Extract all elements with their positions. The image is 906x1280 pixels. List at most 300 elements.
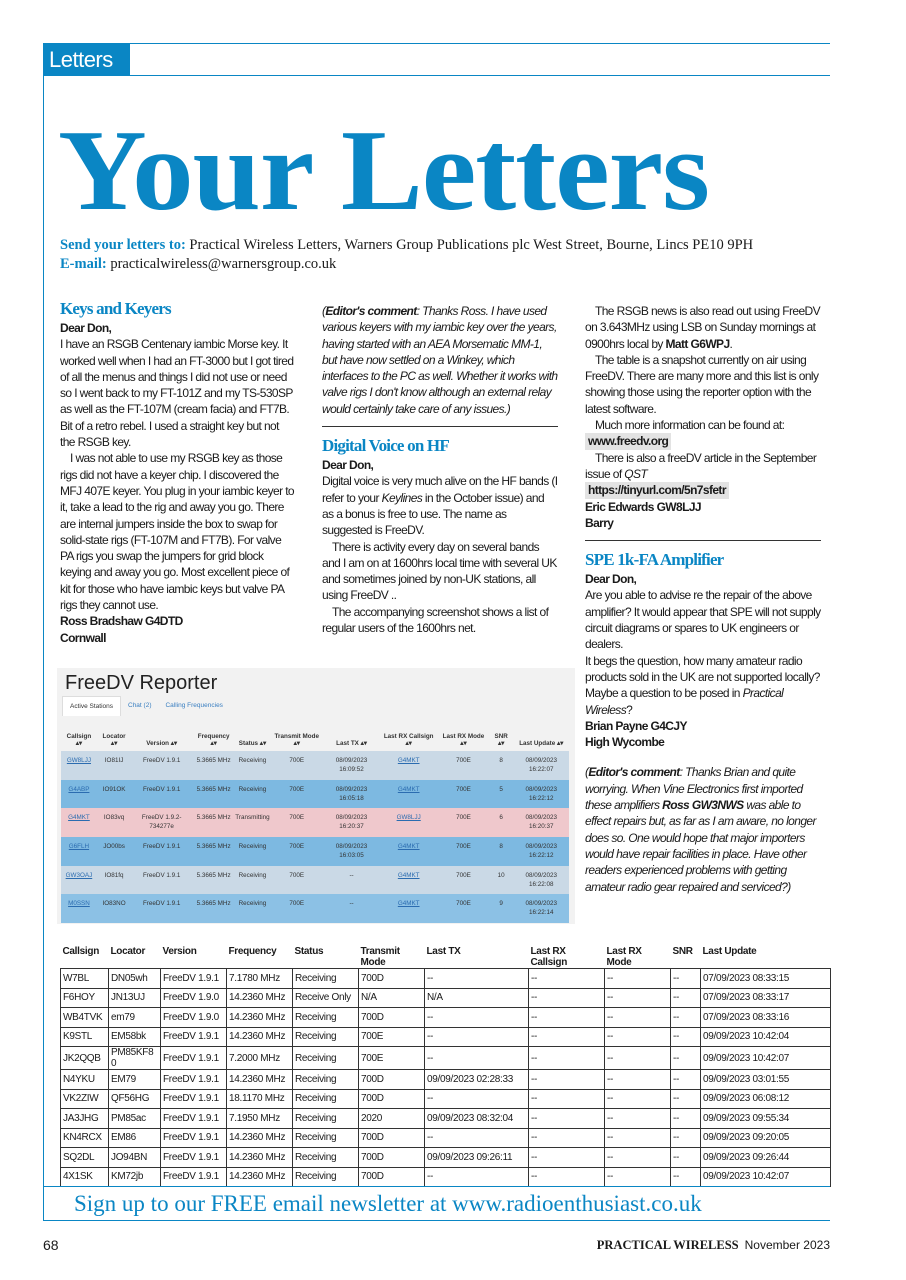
paragraph <box>60 336 296 450</box>
table-row <box>61 1047 831 1070</box>
table-cell: FreeDV 1.9.1 <box>161 1089 227 1109</box>
table-cell: 07/09/2023 08:33:16 <box>701 1008 831 1028</box>
reporter-column-header[interactable]: Transmit Mode ▴▾ <box>274 733 319 747</box>
table-cell: -- <box>671 1128 701 1148</box>
table-cell: -- <box>671 969 701 989</box>
table-cell: VK2ZIW <box>61 1089 109 1109</box>
table-cell: -- <box>671 988 701 1008</box>
table-cell: W7BL <box>61 969 109 989</box>
text-run: The RSGB news is also read out using FreeDV on 3.643MHz using LSB on Sunday mornings at 0900hrs local by <box>585 304 820 351</box>
send-address: Practical Wireless Letters, Warners Group Publications plc West Street, Bourne, Lincs PE10 9PH <box>189 237 754 253</box>
table-cell: 700E <box>359 1047 425 1070</box>
table-cell: 14.2360 MHz <box>227 1148 293 1168</box>
table-cell: -- <box>425 969 529 989</box>
table-cell: -- <box>671 1089 701 1109</box>
paragraph <box>585 417 821 433</box>
table-row <box>61 1109 831 1129</box>
table-cell: 700D <box>359 1008 425 1028</box>
footer-rule-bottom <box>43 1220 830 1221</box>
table-cell: -- <box>425 1008 529 1028</box>
column-3 <box>585 303 821 895</box>
reporter-cell: 700E <box>289 871 305 879</box>
text-run: Cornwall <box>60 630 106 645</box>
table-row <box>61 1070 831 1090</box>
table-cell: -- <box>529 1109 605 1129</box>
table-cell: PM85ac <box>109 1109 161 1129</box>
text-run: I have an RSGB Centenary iambic Morse key. It worked well when I had an FT-3000 but I got tired of all the menus and things I did not use or need so I went back to my FT-101Z and my TS-530SP as well as the FT-107M (cream facia) and FT7B. Bit of a retro rebel. I used a straight key but not the RSGB key. <box>60 337 294 450</box>
text-run: I was not able to use my RSGB key as those rigs did not have a keyer chip. I discovered the MFJ 407E keyer. You plug in your iambic keyer to it, take a lead to the rig and away you go. There are internal jumpers inside the box to swap for solid-state rigs (FT-107M and FT7B). For valve PA rigs you swap the jumpers for grid block keying and away you go. Most excellent piece of kit for those who have iambic keys but valve PA rigs they cannot use. <box>60 451 295 613</box>
table-cell: -- <box>605 1167 671 1187</box>
reporter-cell: 5.3665 MHz <box>196 814 231 822</box>
reporter-column-header[interactable]: Frequency ▴▾ <box>197 733 230 747</box>
callsign-link[interactable]: G4MKT <box>397 785 420 793</box>
reporter-cell: 08/09/2023 16:22:14 <box>525 900 557 917</box>
table-cell: -- <box>529 1027 605 1047</box>
table-cell: -- <box>529 1008 605 1028</box>
text-run[interactable]: www.freedv.org <box>588 434 669 449</box>
freedv-reporter-screenshot <box>57 668 575 924</box>
table-cell: FreeDV 1.9.1 <box>161 1070 227 1090</box>
text-run: ( <box>585 765 589 780</box>
paragraph <box>322 473 558 538</box>
callsign-link[interactable]: GW8LJJ <box>396 814 421 822</box>
table-cell: 07/09/2023 08:33:17 <box>701 988 831 1008</box>
text-run: It begs the question, how many amateur radio products sold in the UK are not supported locally? Maybe a question to be posed in <box>585 653 820 701</box>
table-row <box>61 1089 831 1109</box>
reporter-cell <box>379 808 438 837</box>
paragraph <box>585 734 821 750</box>
callsign-link[interactable]: G4MKT <box>397 757 420 764</box>
reporter-tab[interactable]: Chat (2) <box>128 702 152 709</box>
paragraph <box>60 630 296 646</box>
page-number: 68 <box>43 1237 59 1253</box>
table-cell: QF56HG <box>109 1089 161 1109</box>
reporter-cell: FreeDV 1.9.1 <box>142 843 181 851</box>
table-cell: KM72jb <box>109 1167 161 1187</box>
column-header: Last RX Callsign <box>530 946 567 968</box>
stations-table <box>60 946 831 1187</box>
table-cell: -- <box>425 1027 529 1047</box>
paragraph <box>585 718 821 734</box>
callsign-link[interactable]: G4MKT <box>397 900 420 908</box>
table-cell: FreeDV 1.9.0 <box>161 988 227 1008</box>
table-cell: 700D <box>359 1070 425 1090</box>
reporter-cell: -- <box>349 871 354 879</box>
table-cell: -- <box>425 1089 529 1109</box>
reporter-cell: 700E <box>289 900 305 908</box>
table-cell: 09/09/2023 09:26:44 <box>701 1148 831 1168</box>
reporter-cell: FreeDV 1.9.1 <box>142 785 181 793</box>
text-run: Brian Payne G4CJY <box>585 718 687 733</box>
reporter-table <box>61 726 569 923</box>
reporter-cell <box>61 894 97 923</box>
newsletter-banner[interactable]: Sign up to our FREE email newsletter at www.radioenthusiast.co.uk <box>74 1191 702 1216</box>
table-cell: FreeDV 1.9.1 <box>161 1047 227 1070</box>
reporter-column-header[interactable]: Version ▴▾ <box>146 740 178 747</box>
reporter-cell: IO83NO <box>102 900 126 908</box>
table-cell: PM85KF80 <box>109 1047 161 1070</box>
text-run: Ross GW3NWS <box>662 798 744 813</box>
table-cell: -- <box>529 988 605 1008</box>
reporter-cell: Receiving <box>238 900 267 908</box>
reporter-column-header[interactable]: Callsign ▴▾ <box>66 733 92 747</box>
text-run: Are you able to advise re the repair of the above amplifier? It would appear that SPE will not supply circuit diagrams or spares to UK engineers or dealers. <box>585 588 821 652</box>
paragraph <box>585 764 821 894</box>
reporter-cell: 5.3665 MHz <box>196 843 231 851</box>
letter-heading <box>585 549 821 570</box>
table-cell: 14.2360 MHz <box>227 1070 293 1090</box>
reporter-column-header[interactable]: Locator ▴▾ <box>102 733 126 747</box>
table-cell: EM58bk <box>109 1027 161 1047</box>
text-run: There is activity every day on several bands and I am on at 1600hrs local time with several UK and sometimes joined by non-UK stations, all using FreeDV .. <box>322 539 557 603</box>
reporter-cell: 5.3665 MHz <box>196 900 231 908</box>
column-header: Callsign <box>62 946 99 957</box>
text-run: Ross Bradshaw G4DTD <box>60 614 183 629</box>
callsign-link[interactable]: M0SSN <box>68 900 90 908</box>
reporter-cell: Receiving <box>238 843 267 851</box>
reporter-cell: 8 <box>499 843 503 851</box>
table-cell: -- <box>425 1047 529 1070</box>
table-cell: 09/09/2023 02:28:33 <box>425 1070 529 1090</box>
table-cell: -- <box>605 1109 671 1129</box>
page-title: Your Letters <box>58 107 709 235</box>
column-header: Last Update <box>702 946 757 957</box>
table-row <box>61 969 831 989</box>
text-run: . <box>729 336 733 351</box>
text-run: High Wycombe <box>585 735 665 750</box>
reporter-cell <box>61 837 97 866</box>
top-rule <box>43 43 830 44</box>
table-cell: 09/09/2023 09:26:11 <box>425 1148 529 1168</box>
reporter-cell: FreeDV 1.9.2-734277e <box>141 814 182 831</box>
table-cell: 09/09/2023 09:55:34 <box>701 1109 831 1129</box>
reporter-cell: 08/09/2023 16:22:12 <box>525 785 557 802</box>
reporter-cell: -- <box>349 900 354 908</box>
table-cell: Receiving <box>293 1089 359 1109</box>
issue-date: November 2023 <box>744 1238 830 1252</box>
reporter-cell <box>379 894 438 923</box>
table-cell: Receiving <box>293 1128 359 1148</box>
table-cell: -- <box>605 969 671 989</box>
reporter-tab[interactable]: Calling Frequencies <box>165 702 223 709</box>
callsign-link[interactable]: G4MKT <box>68 814 90 822</box>
table-cell: -- <box>529 1070 605 1090</box>
table-cell: JA3JHG <box>61 1109 109 1129</box>
paragraph <box>322 457 558 473</box>
text-run: : Thanks Ross. I have used various keyers with my iambic key over the years, having started with an AEA Morsematic MM-1, but have now settled on a Winkey, which interfaces to the PC as well. Whether it works with valve rigs I don't know although an external relay would certainly take care of any issues.) <box>322 304 558 416</box>
reporter-cell: 700E <box>289 757 305 764</box>
paragraph <box>585 515 821 531</box>
reporter-cell: 08/09/2023 16:22:07 <box>525 757 557 773</box>
letter-heading <box>60 298 296 319</box>
reporter-cell: 10 <box>497 871 505 879</box>
column-header: Frequency <box>228 946 277 957</box>
text-run: ? <box>626 702 633 717</box>
reporter-column-header[interactable]: Status ▴▾ <box>238 740 267 747</box>
reporter-cell: 08/09/2023 16:20:37 <box>525 814 557 831</box>
reporter-row <box>61 780 569 809</box>
table-cell: N4YKU <box>61 1070 109 1090</box>
reporter-cell: IO83vq <box>103 814 125 822</box>
paragraph <box>585 653 821 718</box>
text-run: : Thanks Brian and quite worrying. When Vine Electronics first imported these amplifiers <box>585 765 803 813</box>
send-label: Send your letters to: <box>60 237 186 253</box>
table-cell: JK2QQB <box>61 1047 109 1070</box>
table-cell: F6HOY <box>61 988 109 1008</box>
reporter-cell <box>61 780 97 809</box>
text-run: The table is a snapshot currently on air using FreeDV. There are many more and this list is only showing those using the reporter option with the latest software. <box>585 352 819 416</box>
table-row <box>61 1167 831 1187</box>
reporter-cell: Receiving <box>238 871 267 879</box>
reporter-column-header[interactable]: SNR ▴▾ <box>494 733 508 747</box>
column-header: Last TX <box>426 946 461 957</box>
email-label: E-mail: <box>60 256 107 272</box>
callsign-link[interactable]: G4MKT <box>397 871 420 879</box>
table-cell: 09/09/2023 08:32:04 <box>425 1109 529 1129</box>
divider <box>322 426 558 427</box>
reporter-cell <box>379 866 438 895</box>
table-cell: 09/09/2023 06:08:12 <box>701 1089 831 1109</box>
table-row <box>61 1008 831 1028</box>
column-header: Last RX Mode <box>606 946 642 968</box>
reporter-cell: 700E <box>456 814 471 822</box>
table-cell: -- <box>671 1109 701 1129</box>
reporter-cell: 700E <box>456 843 471 851</box>
reporter-cell: FreeDV 1.9.1 <box>142 900 181 908</box>
reporter-column-header[interactable]: Last Update ▴▾ <box>519 740 564 747</box>
table-cell: 09/09/2023 10:42:04 <box>701 1027 831 1047</box>
column-2 <box>322 303 558 636</box>
reporter-column-header[interactable]: Last TX ▴▾ <box>336 740 367 747</box>
table-cell: 700D <box>359 1167 425 1187</box>
text-run: Barry <box>585 515 614 530</box>
text-run: Editor's comment <box>588 765 680 780</box>
reporter-row <box>61 866 569 895</box>
paragraph <box>60 320 296 336</box>
magazine-name: PRACTICAL WIRELESS <box>596 1238 739 1252</box>
text-run: Dear Don, <box>60 321 112 335</box>
callsign-link[interactable]: G4MKT <box>397 843 420 851</box>
reporter-cell: 08/09/2023 16:22:08 <box>525 871 557 888</box>
paragraph <box>585 587 821 652</box>
text-run: Editor's comment <box>325 304 417 318</box>
text-run[interactable]: https://tinyurl.com/5n7sfetr <box>588 483 726 498</box>
table-cell: 14.2360 MHz <box>227 1027 293 1047</box>
callsign-link[interactable]: GW3OAJ <box>65 871 93 879</box>
reporter-cell: IO91OK <box>102 785 126 793</box>
reporter-cell: 700E <box>289 843 305 851</box>
table-cell: WB4TVK <box>61 1008 109 1028</box>
reporter-cell: IO81fq <box>104 871 124 879</box>
table-cell: -- <box>529 1128 605 1148</box>
table-cell: 07/09/2023 08:33:15 <box>701 969 831 989</box>
table-cell: 700E <box>359 1027 425 1047</box>
text-run: There is also a freeDV article in the September issue of <box>585 450 817 481</box>
reporter-cell: Receiving <box>238 757 267 764</box>
url-link[interactable] <box>585 482 729 498</box>
table-cell: 2020 <box>359 1109 425 1129</box>
reporter-cell <box>379 751 438 780</box>
paragraph <box>322 539 558 604</box>
reporter-row <box>61 837 569 866</box>
table-cell: -- <box>605 988 671 1008</box>
reporter-cell: 700E <box>289 814 305 822</box>
table-cell: 700D <box>359 1148 425 1168</box>
letter-heading <box>322 435 558 456</box>
table-cell: 09/09/2023 10:42:07 <box>701 1047 831 1070</box>
text-run: Keys and Keyers <box>60 299 171 318</box>
divider <box>585 540 821 541</box>
table-cell: -- <box>671 1008 701 1028</box>
table-cell: SQ2DL <box>61 1148 109 1168</box>
table-cell: FreeDV 1.9.1 <box>161 1128 227 1148</box>
reporter-cell <box>379 780 438 809</box>
table-cell: 14.2360 MHz <box>227 1167 293 1187</box>
table-row <box>61 1027 831 1047</box>
table-cell: -- <box>529 969 605 989</box>
reporter-column-header[interactable]: Last RX Callsign ▴▾ <box>383 733 434 747</box>
table-cell: FreeDV 1.9.1 <box>161 1167 227 1187</box>
column-header: Version <box>162 946 197 957</box>
table-cell: -- <box>671 1148 701 1168</box>
table-cell: -- <box>671 1027 701 1047</box>
callsign-link[interactable]: GW8LJJ <box>66 757 91 764</box>
table-cell: 09/09/2023 10:42:07 <box>701 1167 831 1187</box>
text-run: in the October issue) and as a bonus is free to use. The name as suggested is FreeDV. <box>322 490 545 538</box>
reporter-tab[interactable]: Active Stations <box>62 696 121 716</box>
table-cell: -- <box>529 1148 605 1168</box>
callsign-link[interactable]: G6FLH <box>68 843 90 851</box>
table-cell: -- <box>605 1070 671 1090</box>
reporter-cell: 5 <box>499 785 503 793</box>
paragraph <box>585 499 821 515</box>
table-cell: EM86 <box>109 1128 161 1148</box>
reporter-cell <box>379 837 438 866</box>
table-cell: -- <box>425 1167 529 1187</box>
email-address[interactable]: practicalwireless@warnersgroup.co.uk <box>110 256 337 272</box>
text-run: Keylines <box>381 490 423 505</box>
paragraph <box>60 450 296 613</box>
reporter-cell: 700E <box>289 785 305 793</box>
text-run: Much more information can be found at: <box>595 418 785 433</box>
table-cell: -- <box>529 1089 605 1109</box>
table-cell: -- <box>605 1008 671 1028</box>
table-cell: 4X1SK <box>61 1167 109 1187</box>
reporter-cell <box>61 866 97 895</box>
text-run: QST <box>624 466 648 481</box>
spacer <box>585 750 821 764</box>
reporter-cell: 5.3665 MHz <box>196 785 231 793</box>
reporter-cell: 700E <box>456 871 471 879</box>
paragraph <box>585 571 821 587</box>
table-cell: N/A <box>359 988 425 1008</box>
reporter-cell: 700E <box>456 900 471 908</box>
table-cell: -- <box>605 1089 671 1109</box>
table-cell: -- <box>671 1047 701 1070</box>
text-run: Digital voice is very much alive on the HF bands (I refer to your <box>322 474 558 505</box>
reporter-row <box>61 894 569 923</box>
paragraph <box>585 352 821 417</box>
table-cell: JO94BN <box>109 1148 161 1168</box>
table-cell: Receiving <box>293 969 359 989</box>
reporter-cell: 8 <box>499 757 503 764</box>
reporter-title: FreeDV Reporter <box>65 672 218 694</box>
footer-rule <box>43 1186 830 1187</box>
table-cell: DN05wh <box>109 969 161 989</box>
reporter-column-header[interactable]: Last RX Mode ▴▾ <box>442 733 485 747</box>
table-cell: 7.1950 MHz <box>227 1109 293 1129</box>
table-cell: 7.1780 MHz <box>227 969 293 989</box>
table-cell: Receiving <box>293 1070 359 1090</box>
table-cell: -- <box>425 1128 529 1148</box>
tab-rule <box>130 75 830 76</box>
text-run: Digital Voice on HF <box>322 436 449 456</box>
table-cell: FreeDV 1.9.1 <box>161 1148 227 1168</box>
table-cell: 09/09/2023 03:01:55 <box>701 1070 831 1090</box>
reporter-cell: 08/09/2023 16:09:52 <box>335 757 368 773</box>
reporter-row <box>61 808 569 837</box>
reporter-cell: 08/09/2023 16:05:18 <box>335 785 368 802</box>
table-cell: Receiving <box>293 1148 359 1168</box>
text-run: ( <box>322 304 326 318</box>
text-run: The accompanying screenshot shows a list of regular users of the 1600hrs net. <box>322 604 549 636</box>
reporter-cell: 5.3665 MHz <box>196 871 231 879</box>
link-line <box>585 433 821 449</box>
callsign-link[interactable]: G4ABP <box>68 785 90 793</box>
paragraph <box>322 604 558 637</box>
table-cell: 7.2000 MHz <box>227 1047 293 1070</box>
reporter-cell <box>61 751 97 780</box>
reporter-cell: FreeDV 1.9.1 <box>142 871 181 879</box>
table-cell: FreeDV 1.9.0 <box>161 1008 227 1028</box>
table-cell: Receiving <box>293 1109 359 1129</box>
table-cell: 14.2360 MHz <box>227 988 293 1008</box>
table-cell: Receiving <box>293 1167 359 1187</box>
text-run: Matt G6WPJ <box>665 336 730 351</box>
table-cell: -- <box>529 1167 605 1187</box>
paragraph <box>322 303 558 417</box>
table-cell: Receiving <box>293 1008 359 1028</box>
table-cell: Receiving <box>293 1047 359 1070</box>
reporter-cell: 700E <box>456 757 471 764</box>
table-cell: N/A <box>425 988 529 1008</box>
reporter-cell: Transmitting <box>235 814 270 822</box>
table-cell: K9STL <box>61 1027 109 1047</box>
reporter-cell: 08/09/2023 16:22:12 <box>525 843 557 860</box>
table-cell: -- <box>605 1148 671 1168</box>
reporter-cell: 08/09/2023 16:20:37 <box>335 814 368 831</box>
table-cell: Receiving <box>293 1027 359 1047</box>
table-cell: -- <box>529 1047 605 1070</box>
table-cell: FreeDV 1.9.1 <box>161 969 227 989</box>
reporter-cell: FreeDV 1.9.1 <box>142 757 181 764</box>
url-link[interactable] <box>585 433 671 449</box>
table-cell: 09/09/2023 09:20:05 <box>701 1128 831 1148</box>
paragraph <box>60 613 296 629</box>
left-rule <box>43 43 44 1221</box>
table-cell: KN4RCX <box>61 1128 109 1148</box>
reporter-cell: 08/09/2023 16:03:05 <box>335 843 368 860</box>
table-cell: -- <box>671 1167 701 1187</box>
section-tab: Letters <box>43 43 130 76</box>
text-run: was able to effect repairs but, as far as I am aware, no longer does so. One would hope that major importers would have repair facilities in place. Have other readers experienced problems with getting amateur radio gear repaired and serviced?) <box>585 798 816 894</box>
text-run: Dear Don, <box>585 572 637 587</box>
reporter-cell: IO81IJ <box>104 757 124 764</box>
table-row <box>61 1128 831 1148</box>
table-row <box>61 988 831 1008</box>
reporter-cell: 6 <box>499 814 503 822</box>
table-cell: -- <box>605 1128 671 1148</box>
